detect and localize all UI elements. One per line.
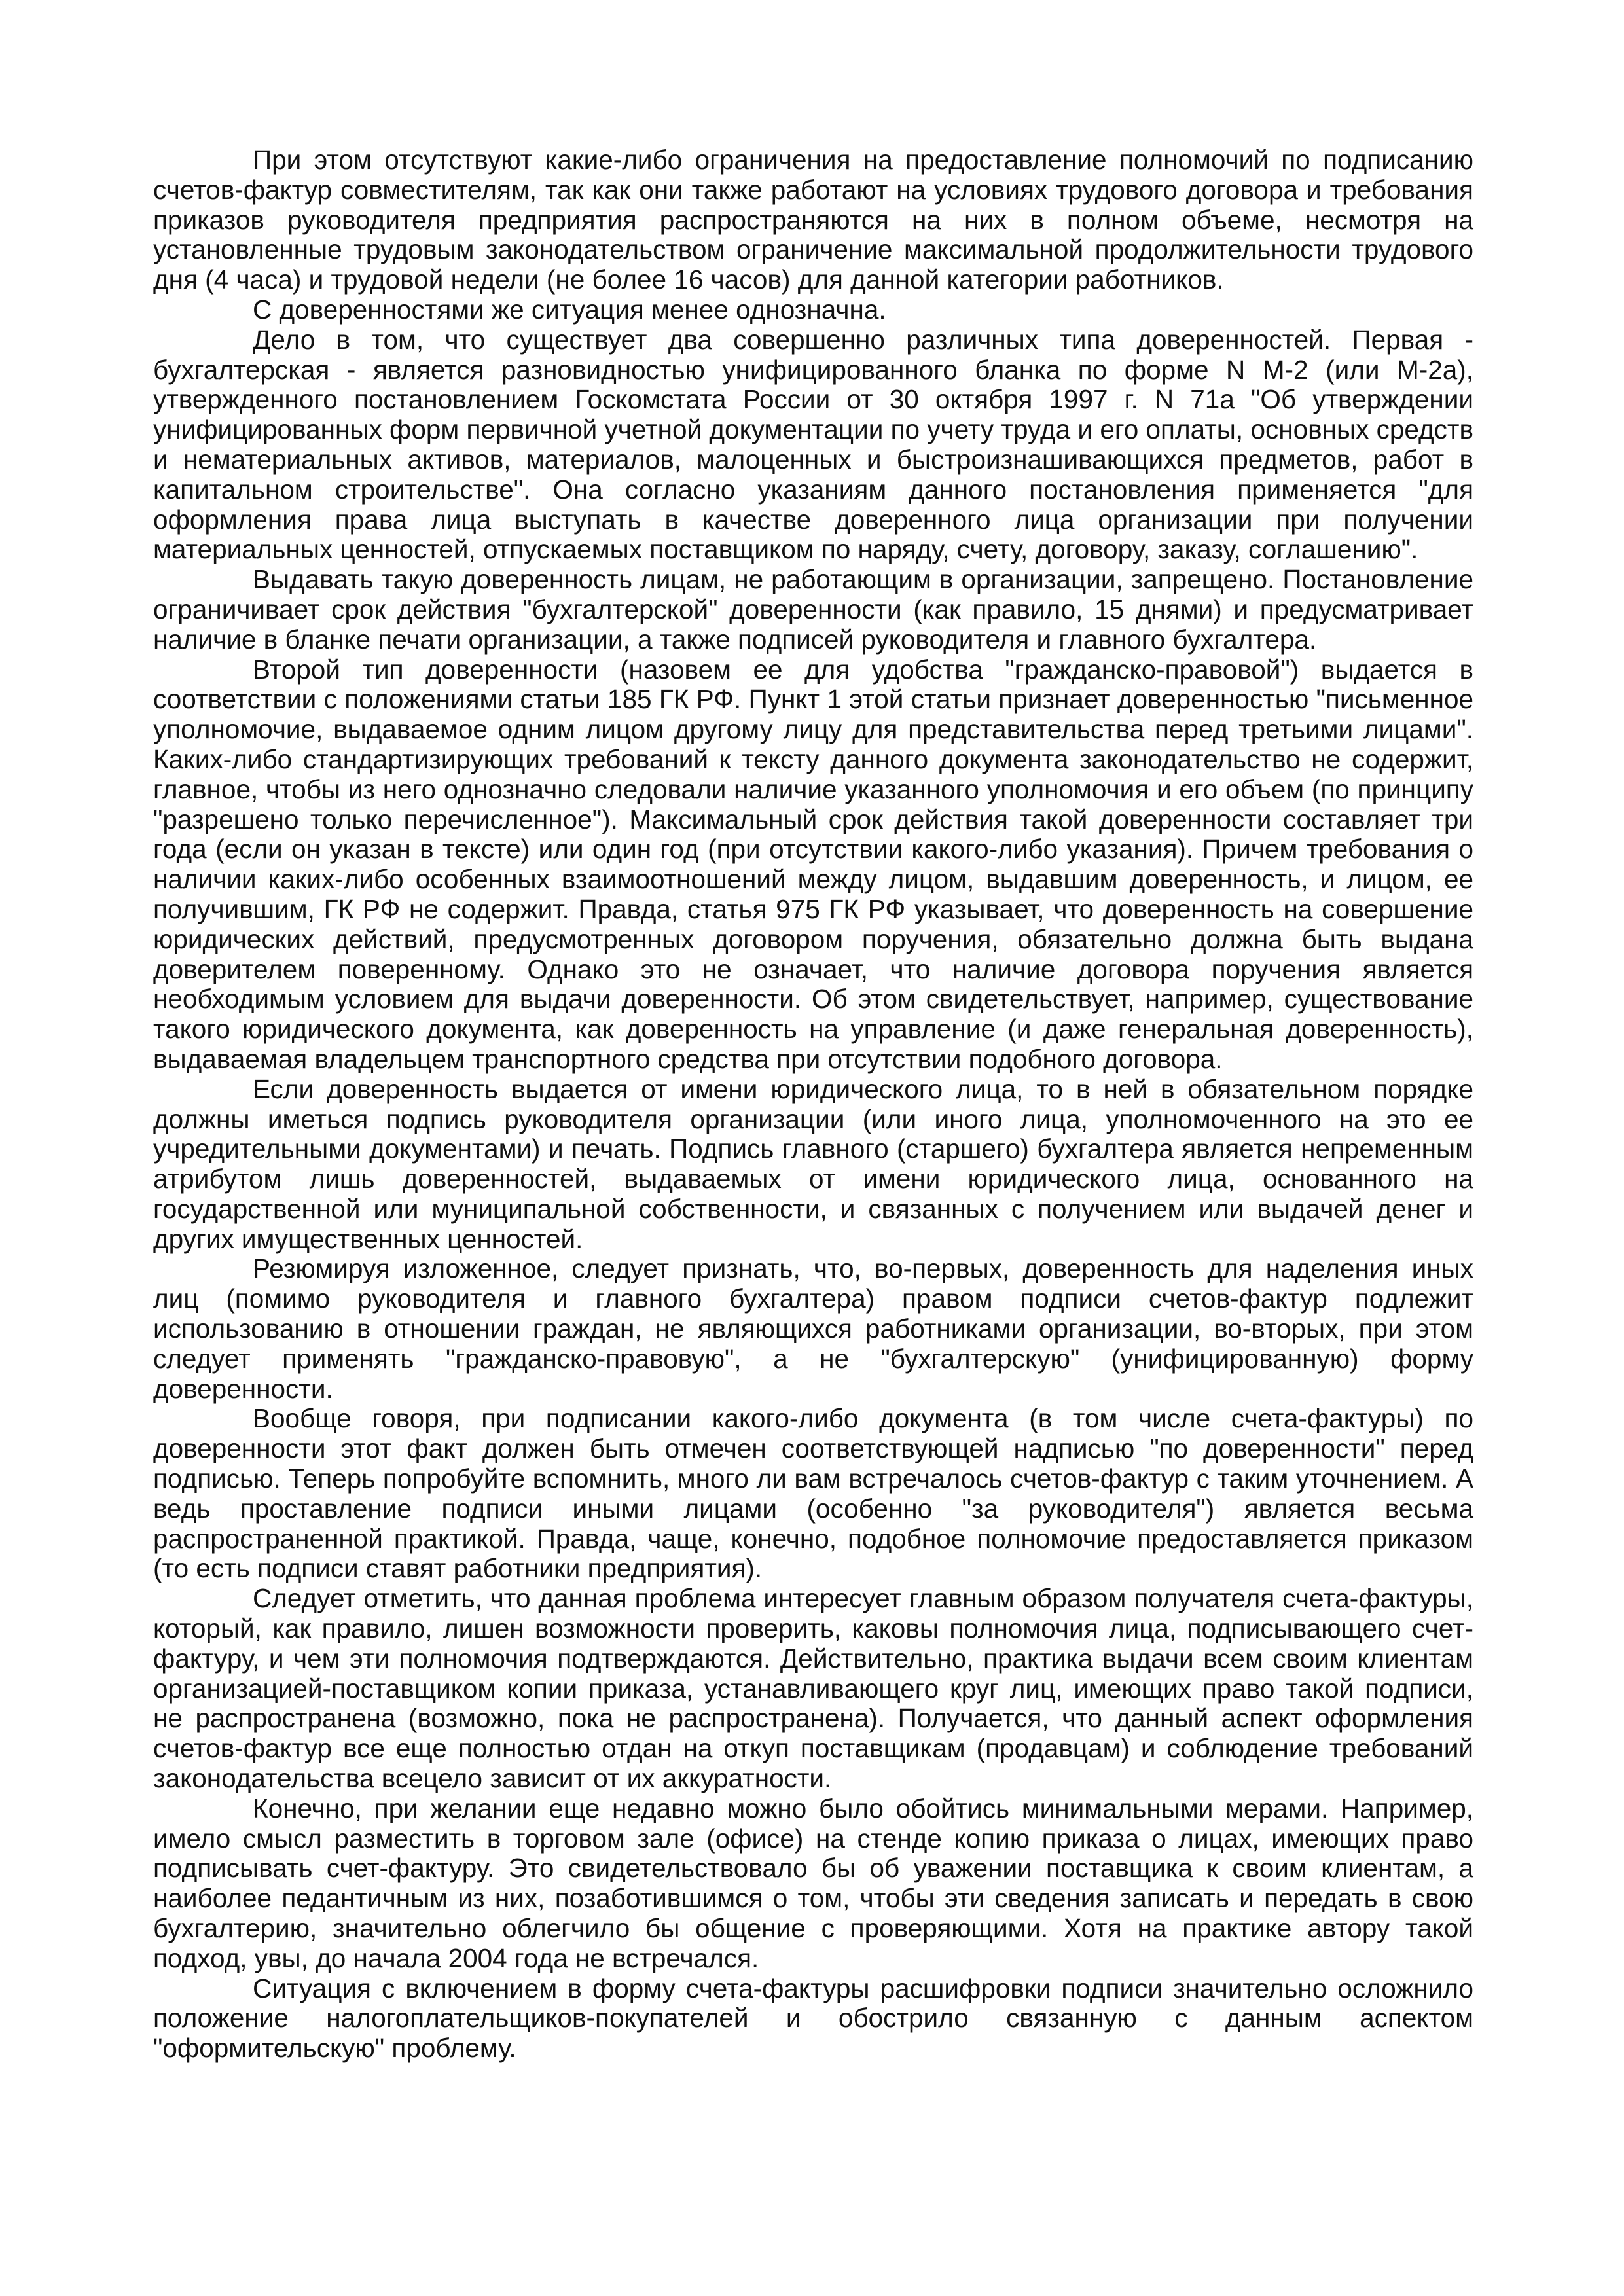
document-body — [153, 145, 1473, 2064]
paragraph-8: Вообще говоря, при подписании какого-либо документа (в том числе счета-фактуры) по доверенности этот факт должен быть отмечен соответствующей надписью "по доверенности" перед подписью. Теперь попробуйте вспомнить, много ли вам встречалось счетов-фактур с таким уточнением. А ведь проставление подписи иными лицами (особенно "за руководителя") является весьма распространенной практикой. Правда, чаще, конечно, подобное полномочие предоставляется приказом (то есть подписи ставят работники предприятия). — [153, 1403, 1473, 1584]
paragraph-5: Второй тип доверенности (назовем ее для удобства "гражданско-правовой") выдается в соответствии с положениями статьи 185 ГК РФ. Пункт 1 этой статьи признает доверенностью "письменное уполномочие, выдаваемое одним лицом другому лицу для представительства перед третьими лицами". Каких-либо стандартизирующих требований к тексту данного документа законодательство не содержит, главное, чтобы из него однозначно следовали наличие указанного уполномочия и его объем (по принципу "разрешено только перечисленное"). Максимальный срок действия такой доверенности составляет три года (если он указан в тексте) или один год (при отсутствии какого-либо указания). Причем требования о наличии каких-либо особенных взаимоотношений между лицом, выдавшим доверенность, и лицом, ее получившим, ГК РФ не содержит. Правда, статья 975 ГК РФ указывает, что доверенность на совершение юридических действий, предусмотренных договором поручения, обязательно должна быть выдана доверителем поверенному. Однако это не означает, что наличие договора поручения является необходимым условием для выдачи доверенности. Об этом свидетельствует, например, существование такого юридического документа, как доверенность на управление (и даже генеральная доверенность), выдаваемая владельцем транспортного средства при отсутствии подобного договора. — [153, 654, 1473, 1074]
paragraph-9: Следует отметить, что данная проблема интересует главным образом получателя счета-фактуры, который, как правило, лишен возможности проверить, каковы полномочия лица, подписывающего счет-фактуру, и чем эти полномочия подтверждаются. Действительно, практика выдачи всем своим клиентам организацией-поставщиком копии приказа, устанавливающего круг лиц, имеющих право такой подписи, не распространена (возможно, пока не распространена). Получается, что данный аспект оформления счетов-фактур все еще полностью отдан на откуп поставщикам (продавцам) и соблюдение требований законодательства всецело зависит от их аккуратности. — [153, 1583, 1473, 1794]
paragraph-11: Ситуация с включением в форму счета-фактуры расшифровки подписи значительно осложнило положение налогоплательщиков-покупателей и обострило связанную с данным аспектом "оформительскую" проблему. — [153, 1973, 1473, 2064]
paragraph-6: Если доверенность выдается от имени юридического лица, то в ней в обязательном порядке должны иметься подпись руководителя организации (или иного лица, уполномоченного на это ее учредительными документами) и печать. Подпись главного (старшего) бухгалтера является непременным атрибутом лишь доверенностей, выдаваемых от имени юридического лица, основанного на государственной или муниципальной собственности, и связанных с получением или выдачей денег и других имущественных ценностей. — [153, 1073, 1473, 1254]
paragraph-10: Конечно, при желании еще недавно можно было обойтись минимальными мерами. Например, имело смысл разместить в торговом зале (офисе) на стенде копию приказа о лицах, имеющих право подписывать счет-фактуру. Это свидетельствовало бы об уважении поставщика к своим клиентам, а наиболее педантичным из них, позаботившимся о том, чтобы эти сведения записать и передать в свою бухгалтерию, значительно облегчило бы общение с проверяющими. Хотя на практике автору такой подход, увы, до начала 2004 года не встречался. — [153, 1793, 1473, 1973]
paragraph-1: При этом отсутствуют какие-либо ограничения на предоставление полномочий по подписанию счетов-фактур совместителям, так как они также работают на условиях трудового договора и требования приказов руководителя предприятия распространяются на них в полном объеме, несмотря на установленные трудовым законодательством ограничение максимальной продолжительности трудового дня (4 часа) и трудовой недели (не более 16 часов) для данной категории работников. — [153, 145, 1473, 295]
paragraph-7: Резюмируя изложенное, следует признать, что, во-первых, доверенность для наделения иных лиц (помимо руководителя и главного бухгалтера) правом подписи счетов-фактур подлежит использованию в отношении граждан, не являющихся работниками организации, во-вторых, при этом следует применять "гражданско-правовую", а не "бухгалтерскую" (унифицированную) форму доверенности. — [153, 1253, 1473, 1404]
paragraph-2: С доверенностями же ситуация менее однозначна. — [253, 294, 886, 325]
paragraph-3: Дело в том, что существует два совершенно различных типа доверенностей. Первая - бухгалтерская - является разновидностью унифицированного бланка по форме N М-2 (или М-2а), утвержденного постановлением Госкомстата России от 30 октября 1997 г. N 71а "Об утверждении унифицированных форм первичной учетной документации по учету труда и его оплаты, основных средств и нематериальных активов, материалов, малоценных и быстроизнашивающихся предметов, работ в капитальном строительстве". Она согласно указаниям данного постановления применяется "для оформления права лица выступать в качестве доверенного лица организации при получении материальных ценностей, отпускаемых поставщиком по наряду, счету, договору, заказу, соглашению". — [153, 324, 1473, 565]
paragraph-4: Выдавать такую доверенность лицам, не работающим в организации, запрещено. Постановление ограничивает срок действия "бухгалтерской" доверенности (как правило, 15 днями) и предусматривает наличие в бланке печати организации, а также подписей руководителя и главного бухгалтера. — [153, 564, 1473, 655]
